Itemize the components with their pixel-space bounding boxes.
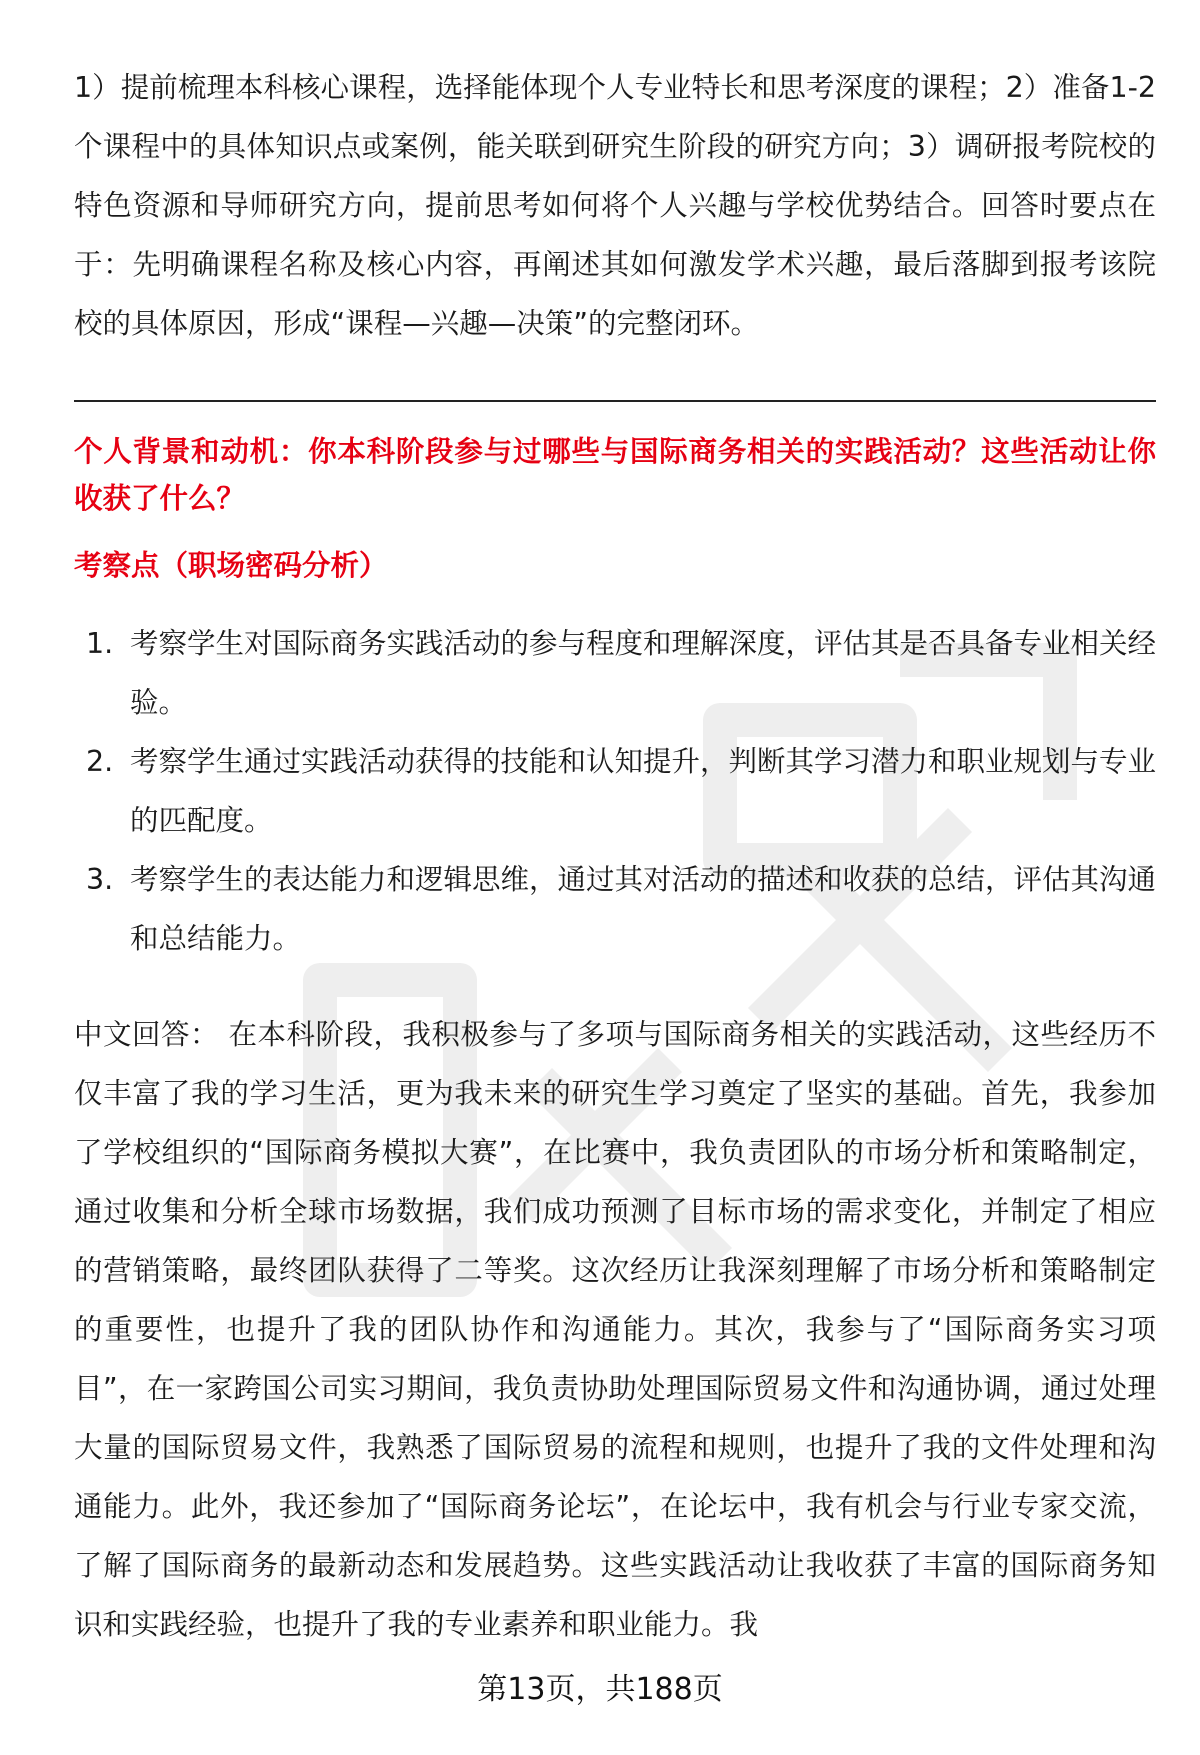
list-item (74, 732, 1156, 850)
list-item-text: 考察学生对国际商务实践活动的参与程度和理解深度，评估其是否具备专业相关经验。 (130, 627, 1157, 719)
list-item-text: 考察学生的表达能力和逻辑思维，通过其对活动的描述和收获的总结，评估其沟通和总结能力。 (130, 863, 1157, 955)
list-item-text: 考察学生通过实践活动获得的技能和认知提升，判断其学习潜力和职业规划与专业的匹配度。 (130, 745, 1157, 837)
exam-points-list (74, 614, 1156, 968)
intro-paragraph: 1）提前梳理本科核心课程，选择能体现个人专业特长和思考深度的课程；2）准备1-2个课程中的具体知识点或案例，能关联到研究生阶段的研究方向；3）调研报考院校的特色资源和导师研究方向，提前思考如何将个人兴趣与学校优势结合。回答时要点在于：先明确课程名称及核心内容，再阐述其如何激发学术兴趣，最后落脚到报考该院校的具体原因，形成“课程—兴趣—决策”的完整闭环。 (74, 71, 1156, 340)
list-item-number: 2. (86, 745, 114, 778)
list-item (74, 850, 1156, 968)
page-content (74, 58, 1156, 353)
list-item-number: 3. (86, 863, 114, 896)
list-item (74, 614, 1156, 732)
answer-paragraph: 中文回答： 在本科阶段，我积极参与了多项与国际商务相关的实践活动，这些经历不仅丰富了我的学习生活，更为我未来的研究生学习奠定了坚实的基础。首先，我参加了学校组织的“国际商务模拟大赛”，在比赛中，我负责团队的市场分析和策略制定，通过收集和分析全球市场数据，我们成功预测了目标市场的需求变化，并制定了相应的营销策略，最终团队获得了二等奖。这次经历让我深刻理解了市场分析和策略制定的重要性，也提升了我的团队协作和沟通能力。其次，我参与了“国际商务实习项目”，在一家跨国公司实习期间，我负责协助处理国际贸易文件和沟通协调，通过处理大量的国际贸易文件，我熟悉了国际贸易的流程和规则，也提升了我的文件处理和沟通能力。此外，我还参加了“国际商务论坛”，在论坛中，我有机会与行业专家交流，了解了国际商务的最新动态和发展趋势。这些实践活动让我收获了丰富的国际商务知识和实践经验，也提升了我的专业素养和职业能力。我 (74, 1018, 1156, 1641)
page-number-footer: 第13页，共188页 (477, 1672, 723, 1707)
list-item-number: 1. (86, 627, 114, 660)
section-divider (74, 400, 1156, 402)
question-heading: 个人背景和动机：你本科阶段参与过哪些与国际商务相关的实践活动？这些活动让你收获了什么？ (74, 435, 1156, 515)
exam-points-heading: 考察点（职场密码分析） (74, 549, 388, 582)
